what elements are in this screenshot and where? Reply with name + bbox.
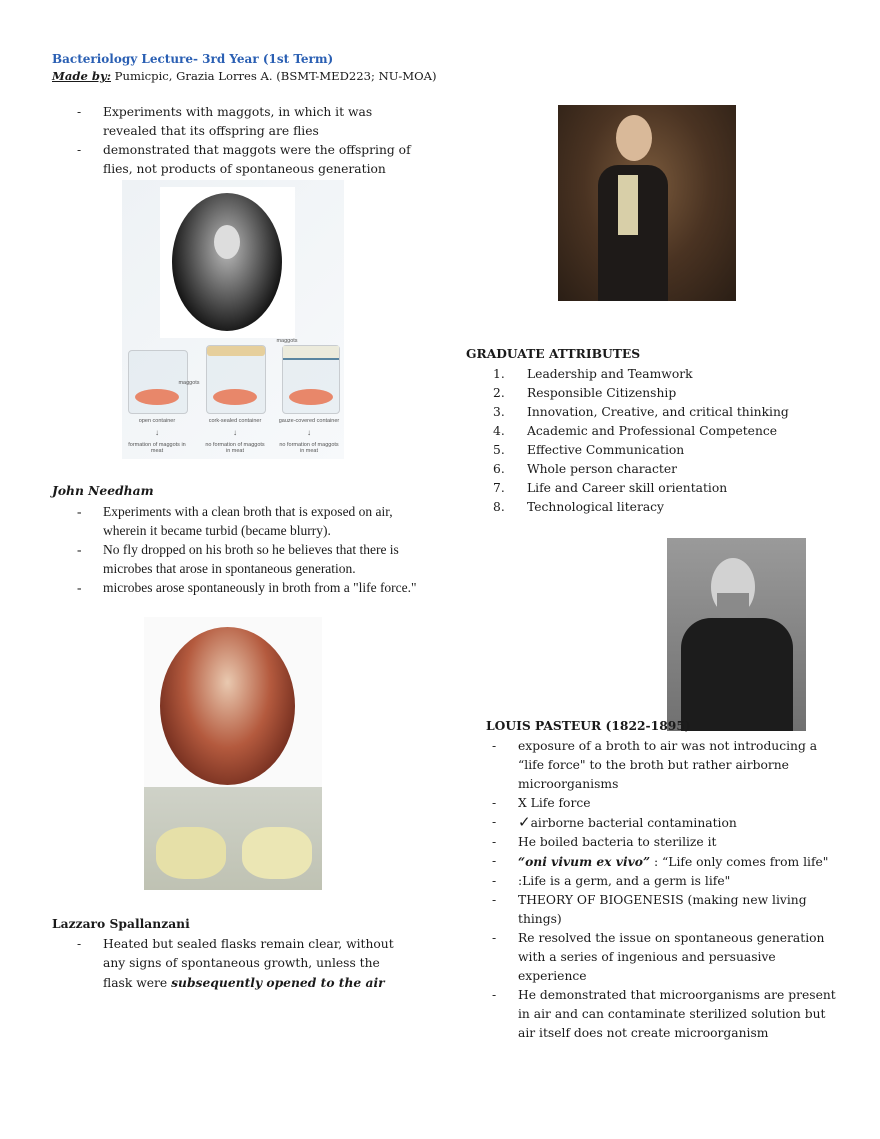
redi-portrait-frame (160, 187, 295, 338)
bullet-text: Heated but sealed flasks remain clear, without any signs of spontaneous growth, unless the flask were (103, 937, 394, 990)
spallanzani-portrait (160, 627, 295, 785)
list-item: 3. Innovation, Creative, and critical thinking (493, 405, 789, 419)
list-item: - X Life force (492, 794, 837, 813)
redi-portrait (172, 193, 282, 331)
list-item (77, 935, 412, 993)
pasteur-bullets (492, 737, 837, 1043)
container-label: cork-sealed container (208, 418, 262, 424)
made-by-label: Made by: (52, 69, 111, 83)
author-name: Pumicpic, Grazia Lorres A. (BSMT-MED223; NU-MOA) (111, 69, 437, 83)
list-item: 1. Leadership and Teamwork (493, 367, 693, 381)
list-item: 4. Academic and Professional Competence (493, 424, 778, 438)
list-item: - Experiments with maggots, in which it was revealed that its offspring are flies (77, 103, 417, 141)
down-arrow-icon: ↓ (155, 428, 159, 437)
list-item: - microbes arose spontaneously in broth from a "life force." (77, 578, 422, 597)
document-title: Bacteriology Lecture- 3rd Year (1st Term) (52, 52, 334, 66)
spallanzani-bullets (77, 935, 412, 993)
list-item: 6. Whole person character (493, 462, 677, 476)
graduate-attributes-list (493, 365, 793, 517)
scientist-portrait-painting (558, 105, 736, 301)
cork-sealed-jar (206, 345, 266, 414)
list-item: - Experiments with a clean broth that is exposed on air, wherein it became turbid (became blurry). (77, 502, 422, 540)
needham-heading: John Needham (52, 483, 154, 498)
maggots-label: maggots (276, 338, 298, 344)
down-arrow-icon: ↓ (307, 428, 311, 437)
list-item: 7. Life and Career skill orientation (493, 481, 728, 495)
redi-bullets (77, 103, 417, 179)
container-label: open container (138, 418, 176, 424)
spallanzani-heading: Lazzaro Spallanzani (52, 916, 190, 931)
spallanzani-figure (144, 617, 322, 890)
container-result: no formation of maggots in meat (205, 442, 265, 454)
list-item: - demonstrated that maggots were the offspring of flies, not products of spontaneous generation (77, 141, 417, 179)
list-item: - THEORY OF BIOGENESIS (making new living things) (492, 891, 837, 929)
bullet-emphasis: subsequently opened to the air (171, 975, 385, 990)
list-item: 5. Effective Communication (493, 443, 685, 457)
list-item: - No fly dropped on his broth so he believes that there is microbes that arose in spontaneous generation. (77, 540, 422, 578)
container-label: gauze-covered container (278, 418, 340, 424)
pasteur-heading: LOUIS PASTEUR (1822-1895) (486, 718, 691, 733)
list-item: - Re resolved the issue on spontaneous generation with a series of ingenious and persuasive experience (492, 929, 837, 986)
redi-experiment-figure (122, 180, 344, 459)
maggots-label: maggots (178, 380, 200, 386)
check-icon: ✓ (518, 813, 531, 831)
list-item: - He demonstrated that microorganisms are present in air and can contaminate sterilized solution but air itself does not create microorganism (492, 986, 837, 1043)
pasteur-photo (667, 538, 806, 731)
list-item: 2. Responsible Citizenship (493, 386, 677, 400)
list-item: - :Life is a germ, and a germ is life" (492, 872, 837, 891)
list-item: 8. Technological literacy (493, 500, 664, 514)
list-item: - exposure of a broth to air was not introducing a “life force" to the broth but rather airborne microorganisms (492, 737, 837, 794)
author-line (52, 69, 437, 83)
list-item: - ✓airborne bacterial contamination (492, 813, 837, 833)
list-item: - “oni vivum ex vivo” : “Life only comes from life" (492, 852, 837, 872)
container-result: no formation of maggots in meat (279, 442, 339, 454)
container-result: formation of maggots in meat (128, 442, 186, 454)
flasks-photo (144, 787, 322, 890)
down-arrow-icon: ↓ (233, 428, 237, 437)
gauze-covered-jar (282, 345, 340, 414)
graduate-attributes-heading: GRADUATE ATTRIBUTES (466, 346, 641, 361)
needham-bullets (77, 502, 422, 597)
list-item: - He boiled bacteria to sterilize it (492, 833, 837, 852)
